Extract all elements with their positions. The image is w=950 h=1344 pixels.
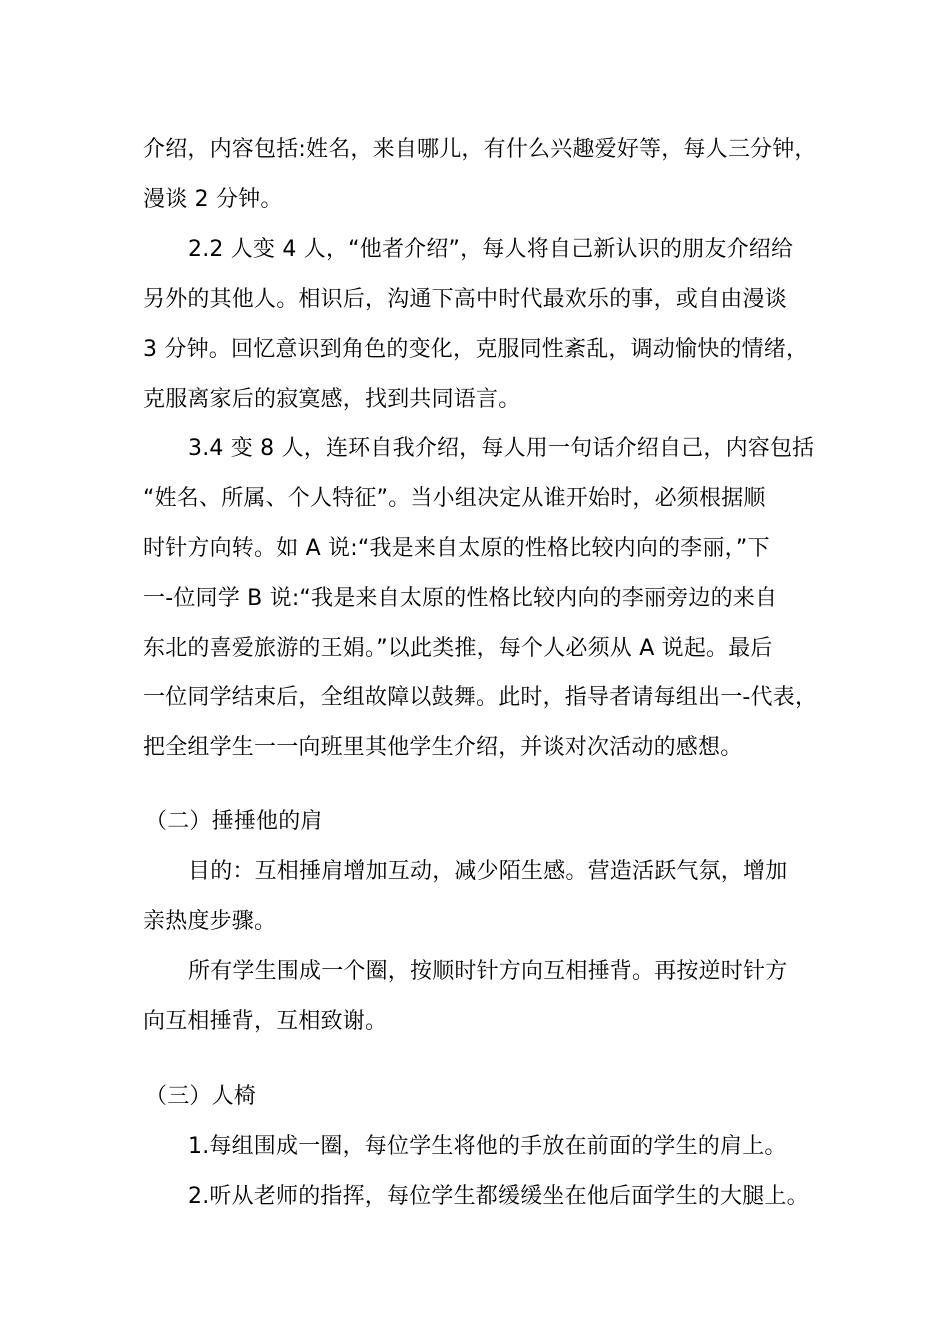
paragraph-line: “姓名、所属、个人特征”。当小组决定从谁开始时，必须根据顺 <box>143 486 766 511</box>
paragraph-line: 1.每组围成一圈，每位学生将他的手放在前面的学生的肩上。 <box>188 1134 787 1159</box>
paragraph-line: 2.2 人变 4 人，“他者介绍”，每人将自己新认识的朋友介绍给 <box>188 237 794 262</box>
paragraph-line: 向互相捶背，互相致谢。 <box>143 1009 388 1034</box>
paragraph-line: 把全组学生一一向班里其他学生介绍，并谈对次活动的感想。 <box>143 735 743 760</box>
paragraph-line: 2.听从老师的指挥，每位学生都缓缓坐在他后面学生的大腿上。 <box>188 1184 809 1209</box>
paragraph-line: 另外的其他人。相识后，沟通下高中时代最欢乐的事，或自由漫谈 <box>143 287 787 312</box>
section-heading: （二）捶捶他的肩 <box>145 809 323 834</box>
paragraph-line: 一-位同学 B 说:“我是来自太原的性格比较内向的李丽旁边的来自 <box>143 586 778 611</box>
paragraph-line: 3 分钟。回忆意识到角色的变化，克服同性紊乱，调动愉快的情绪， <box>143 337 809 362</box>
paragraph-line: 漫谈 2 分钟。 <box>143 187 283 212</box>
paragraph-line: 目的：互相捶肩增加互动，减少陌生感。营造活跃气氛，增加 <box>188 859 788 884</box>
section-heading: （三）人椅 <box>145 1084 257 1109</box>
paragraph-line: 时针方向转。如 A 说:“我是来自太原的性格比较内向的李丽，”下 <box>143 536 770 561</box>
paragraph-line: 3.4 变 8 人，连环自我介绍，每人用一句话介绍自己，内容包括 <box>188 436 815 461</box>
paragraph-line: 亲热度步骤。 <box>143 909 277 934</box>
paragraph-line: 所有学生围成一个圈，按顺时针方向互相捶背。再按逆时针方 <box>188 959 788 984</box>
paragraph-line: 克服离家后的寂寞感，找到共同语言。 <box>143 387 521 412</box>
paragraph-line: 介绍，内容包括:姓名，来自哪儿，有什么兴趣爱好等，每人三分钟， <box>143 137 817 162</box>
paragraph-line: 一位同学结束后，全组故障以鼓舞。此时，指导者请每组出一-代表， <box>143 685 818 710</box>
paragraph-line: 东北的喜爱旅游的王娟。”以此类推，每个人必须从 A 说起。最后 <box>143 636 773 661</box>
